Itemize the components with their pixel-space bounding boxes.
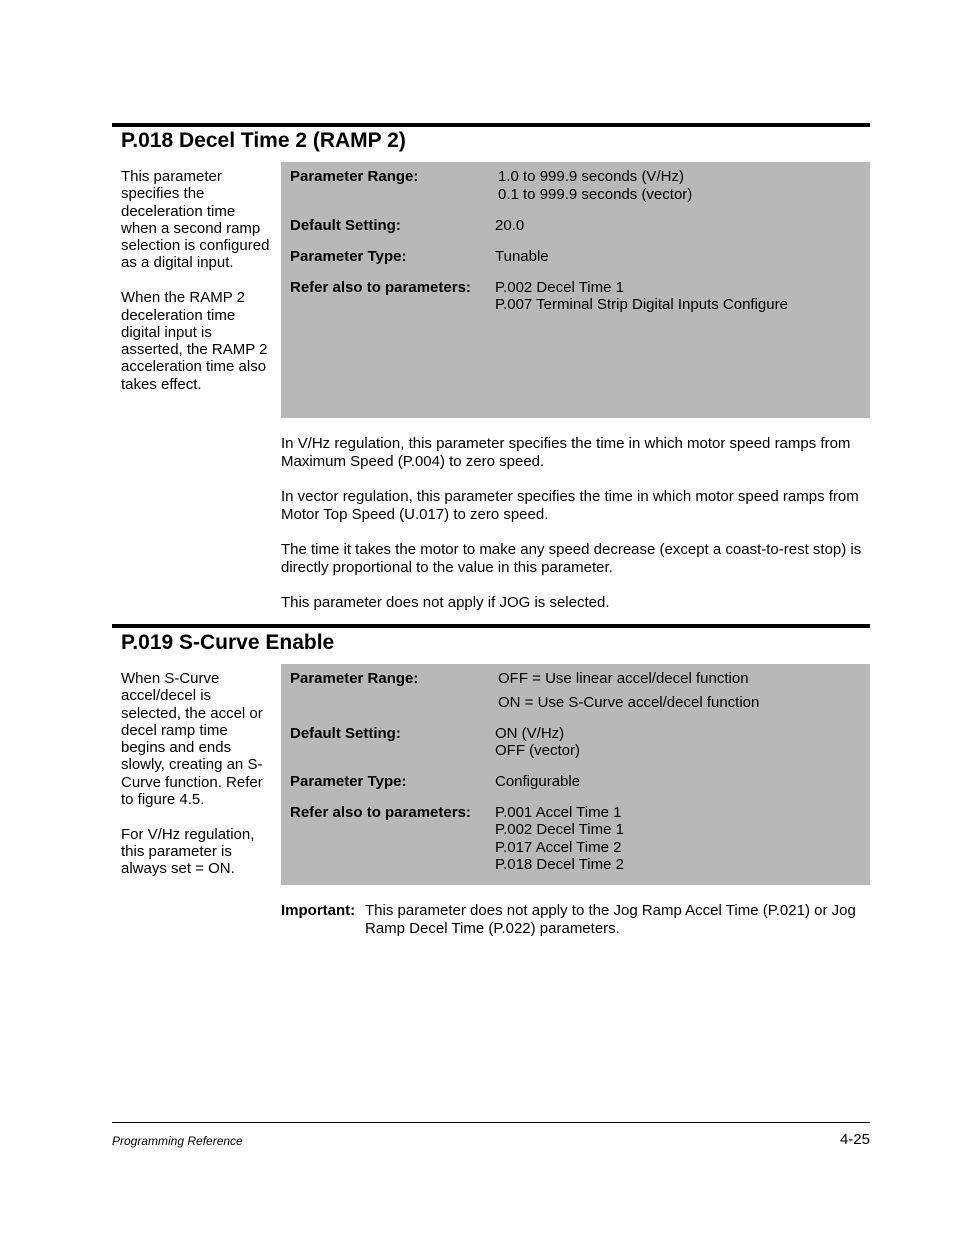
type-label: Parameter Type: — [290, 248, 407, 265]
range-value: 1.0 to 999.9 seconds (V/Hz) — [498, 168, 684, 185]
footer-title: Programming Reference — [112, 1134, 243, 1148]
side-paragraph: When S-Curve accel/decel is selected, the accel or decel ramp time begins and ends slowly, creating an S-Curve function. Refer to figure 4.5. — [121, 670, 263, 809]
default-value: 20.0 — [495, 217, 525, 234]
section-title: P.018 Decel Time 2 (RAMP 2) — [121, 129, 406, 152]
body-paragraph: In V/Hz regulation, this parameter specifies the time in which motor speed ramps from Maximum Speed (P.004) to zero speed. — [281, 435, 851, 470]
default-value: ON (V/Hz) — [495, 725, 565, 742]
important-label: Important: — [281, 902, 356, 919]
refer-value: P.017 Accel Time 2 — [495, 839, 622, 856]
side-paragraph: When the RAMP 2 deceleration time digital input is asserted, the RAMP 2 acceleration time also takes effect. — [121, 289, 268, 393]
section-title: P.019 S-Curve Enable — [121, 631, 335, 654]
type-value: Configurable — [495, 773, 581, 790]
refer-value: P.002 Decel Time 1 — [495, 821, 624, 838]
body-paragraph: This parameter does not apply if JOG is selected. — [281, 594, 610, 611]
default-label: Default Setting: — [290, 217, 401, 234]
parameter-table — [281, 664, 870, 885]
body-text — [281, 435, 873, 630]
side-paragraph: This parameter specifies the deceleration time when a second ramp selection is configured as a digital input. — [121, 168, 270, 272]
type-value: Tunable — [495, 248, 549, 265]
section-divider — [112, 624, 870, 628]
refer-value: P.002 Decel Time 1 — [495, 279, 624, 296]
side-paragraph: For V/Hz regulation, this parameter is always set = ON. — [121, 825, 255, 878]
default-value: OFF (vector) — [495, 742, 580, 759]
default-label: Default Setting: — [290, 725, 401, 742]
page-number: 4-25 — [839, 1131, 870, 1148]
parameter-table — [281, 162, 870, 418]
body-paragraph: The time it takes the motor to make any speed decrease (except a coast-to-rest stop) is directly proportional to the value in this parameter. — [281, 541, 862, 576]
section-divider — [112, 123, 870, 127]
range-label: Parameter Range: — [290, 168, 419, 185]
refer-value: P.007 Terminal Strip Digital Inputs Configure — [495, 296, 788, 313]
range-value: ON = Use S-Curve accel/decel function — [498, 694, 760, 711]
refer-value: P.001 Accel Time 1 — [495, 804, 622, 821]
refer-value: P.018 Decel Time 2 — [495, 856, 624, 873]
type-label: Parameter Type: — [290, 773, 407, 790]
important-text: This parameter does not apply to the Jog Ramp Accel Time (P.021) or Jog Ramp Decel Time (P.022) parameters. — [365, 902, 856, 937]
side-description — [121, 670, 273, 895]
refer-label: Refer also to parameters: — [290, 804, 471, 821]
range-label: Parameter Range: — [290, 670, 419, 687]
footer-divider — [112, 1122, 870, 1123]
refer-label: Refer also to parameters: — [290, 279, 471, 296]
body-paragraph: In vector regulation, this parameter specifies the time in which motor speed ramps from Motor Top Speed (U.017) to zero speed. — [281, 488, 859, 523]
range-value: OFF = Use linear accel/decel function — [498, 670, 749, 687]
range-value: 0.1 to 999.9 seconds (vector) — [498, 186, 693, 203]
side-description — [121, 168, 273, 411]
